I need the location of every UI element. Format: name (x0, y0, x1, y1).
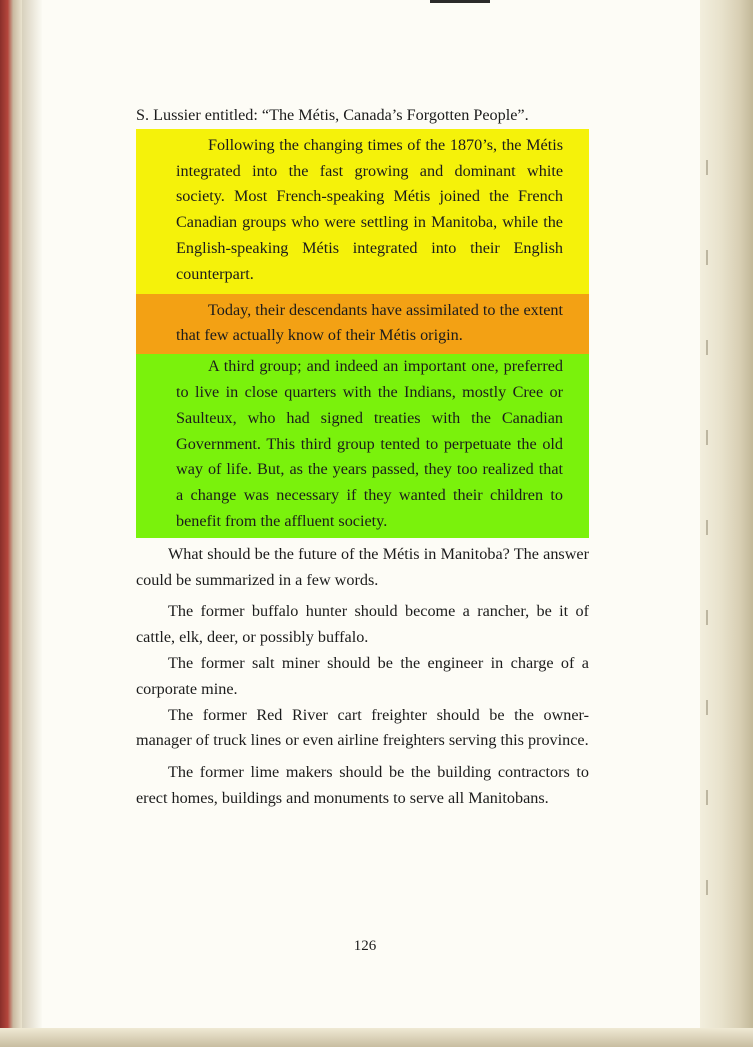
paragraph: What should be the future of the Métis in Manitoba? The answer could be summarized in a few words. (136, 544, 589, 589)
paragraph: The former buffalo hunter should become a rancher, be it of cattle, elk, deer, or possibly buffalo. (136, 602, 589, 647)
highlighted-paragraph-orange: Today, their descendants have assimilated to the extent that few actually know of their Métis origin. (136, 294, 589, 355)
highlighted-paragraph-green: A third group; and indeed an important one, preferred to live in close quarters with the Indians, mostly Cree or Saulteux, who had signed treaties with the Canadian Government. This third group tented to perpetuate the old way of life. But, as the years passed, they too realized that a change was necessary if they wanted their children to benefit from the affluent society. (136, 354, 589, 538)
page-text (136, 103, 589, 812)
page-edge-right (700, 0, 753, 1047)
highlighted-paragraph-yellow: Following the changing times of the 1870’s, the Métis integrated into the fast growing and dominant white society. Most French-speaking Métis joined the French Canadian groups who were settling in Manitoba, while the English-speaking Métis integrated into their English counterpart. (136, 129, 589, 294)
page-edge-bottom (0, 1028, 753, 1047)
paragraph: The former Red River cart freighter should be the owner-manager of truck lines or even airline freighters serving this province. (136, 705, 589, 750)
page-gutter (22, 0, 42, 1047)
book-spine (0, 0, 22, 1047)
paragraph: The former salt miner should be the engineer in charge of a corporate mine. (136, 653, 589, 698)
paragraph: The former lime makers should be the building contractors to erect homes, buildings and monuments to serve all Manitobans. (136, 763, 589, 807)
paragraph-continuation: S. Lussier entitled: “The Métis, Canada’s Forgotten People”. (136, 106, 529, 124)
page-number: 126 (353, 938, 377, 954)
top-edge-mark (430, 0, 490, 3)
